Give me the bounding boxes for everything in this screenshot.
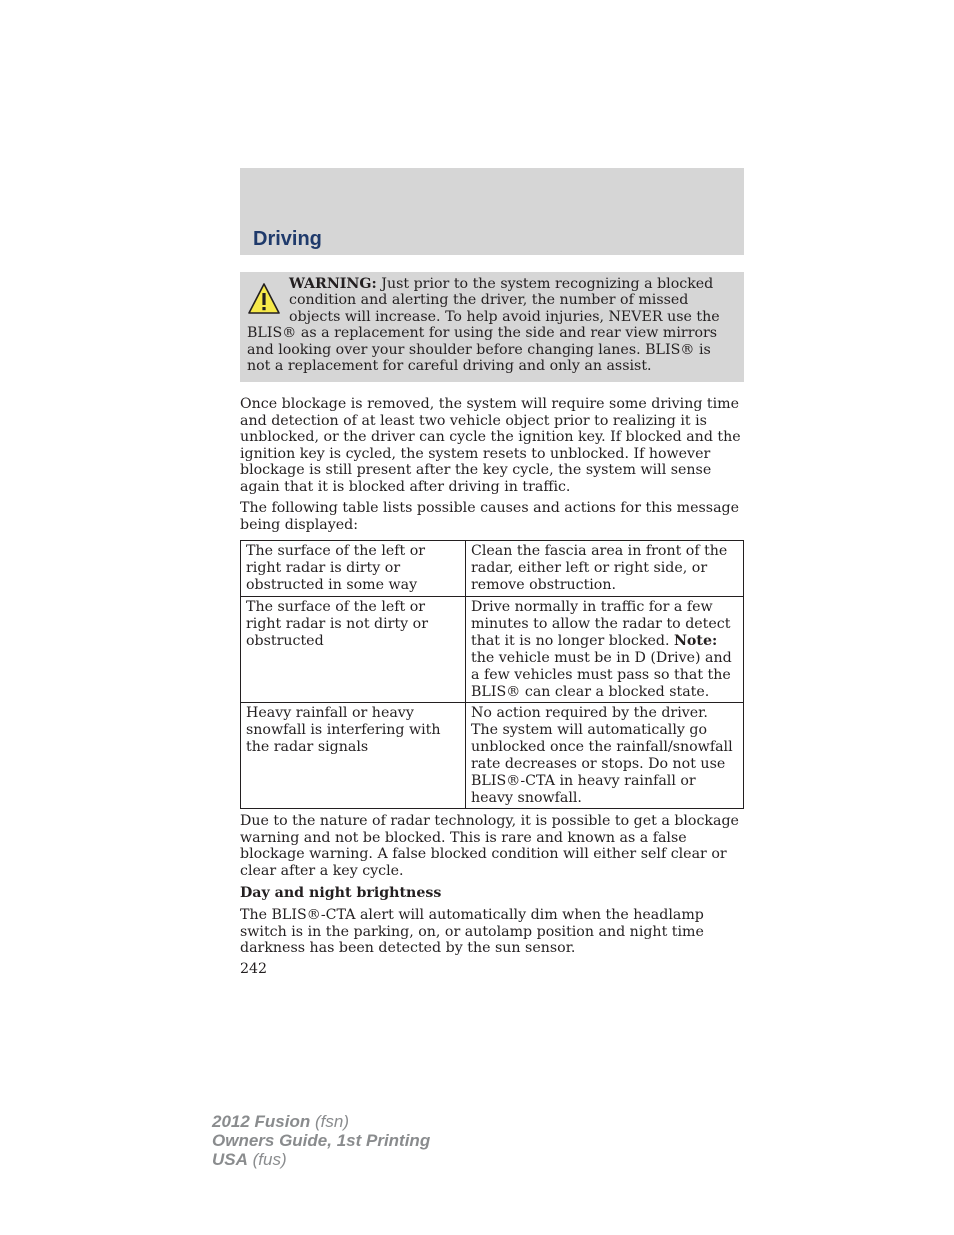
table-row (241, 597, 744, 703)
warning-text: Just prior to the system recognizing a blocked condition and alerting the driver, the number of missed objects will increase. To help avoid injuries, NEVER use the BLIS® as a replacement for using the side and rear view mirrors and looking over your shoulder before changing lanes. BLIS® is not a replacement for careful driving and only an assist. (247, 276, 720, 375)
footer-line-model: 2012 Fusion (fsn) (212, 1112, 349, 1131)
action-text: Drive normally in traffic for a few minutes to allow the radar to detect that it is no longer blocked. (471, 599, 731, 649)
section-header-band (240, 168, 744, 255)
table-cell-action: Clean the fascia area in front of the radar, either left or right side, or remove obstruction. (466, 541, 744, 597)
paragraph-false-blockage: Due to the nature of radar technology, it is possible to get a blockage warning and not be blocked. This is rare and known as a false blockage warning. A false blocked condition will either self clear or clear after a key cycle. (240, 813, 739, 879)
causes-actions-table (240, 540, 744, 809)
subheading-day-night: Day and night brightness (240, 885, 442, 901)
page-number: 242 (240, 961, 268, 977)
note-text: the vehicle must be in D (Drive) and a few vehicles must pass so that the BLIS® can clear a blocked state. (471, 650, 732, 700)
warning-label: WARNING: (289, 276, 377, 292)
paragraph-brightness: The BLIS®-CTA alert will automatically dim when the headlamp switch is in the parking, on, or autolamp position and night time darkness has been detected by the sun sensor. (240, 907, 704, 956)
table-cell-cause: The surface of the left or right radar is dirty or obstructed in some way (241, 541, 466, 597)
table-cell-action: No action required by the driver. The system will automatically go unblocked once the rainfall/snowfall rate decreases or stops. Do not use BLIS®-CTA in heavy rainfall or heavy snowfall. (466, 703, 744, 809)
footer-line-guide: Owners Guide, 1st Printing (212, 1131, 431, 1150)
note-label: Note: (673, 633, 718, 649)
table-cell-action (466, 597, 744, 703)
table-cell-cause: Heavy rainfall or heavy snowfall is interfering with the radar signals (241, 703, 466, 809)
footer-line-region: USA (fus) (212, 1150, 287, 1169)
warning-triangle-icon (247, 282, 281, 316)
paragraph-table-intro: The following table lists possible causes and actions for this message being displayed: (240, 500, 740, 533)
warning-box (240, 272, 744, 382)
table-row (241, 541, 744, 597)
section-title: Driving (253, 228, 322, 250)
table-cell-cause: The surface of the left or right radar is not dirty or obstructed (241, 597, 466, 703)
table-row (241, 703, 744, 809)
paragraph-blockage-removed: Once blockage is removed, the system will require some driving time and detection of at least two vehicle object prior to realizing it is unblocked, or the driver can cycle the ignition key. If blocked and the ignition key is cycled, the system resets to unblocked. If however blockage is still present after the key cycle, the system will sense again that it is blocked after driving in traffic. (240, 396, 741, 495)
footer-print-info (212, 1112, 430, 1169)
